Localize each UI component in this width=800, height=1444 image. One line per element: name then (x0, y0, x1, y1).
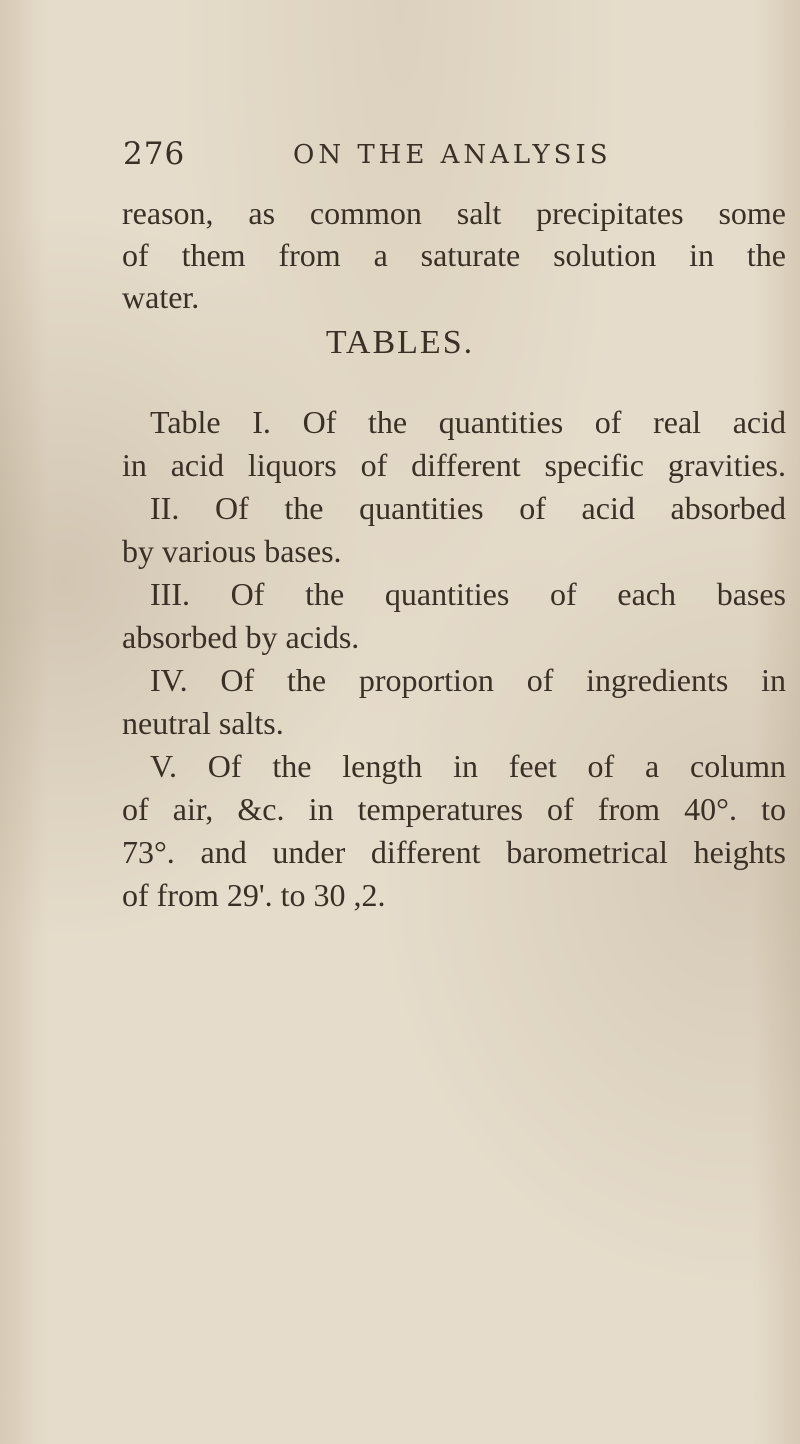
text-line: III. Of the quantities of each bases (150, 576, 786, 612)
tables-list (122, 401, 786, 917)
section-heading: TABLES. (325, 324, 475, 361)
text-line: neutral salts. (122, 705, 284, 741)
text-line: in acid liquors of different specific gravities. (122, 447, 786, 483)
text-line: V. Of the length in feet of a column (150, 748, 786, 784)
text-line: of air, &c. in temperatures of from 40°. to (122, 791, 786, 827)
text-line: 73°. and under different barometrical heights (122, 834, 786, 870)
table-entry-1 (122, 401, 786, 487)
text-line: of them from a saturate solution in the (122, 237, 786, 273)
text-line: II. Of the quantities of acid absorbed (150, 490, 786, 526)
table-entry-3 (122, 573, 786, 659)
text-line: Table I. Of the quantities of real acid (150, 404, 786, 440)
text-line: reason, as common salt precipitates some (122, 195, 786, 231)
text-line: IV. Of the proportion of ingredients in (150, 662, 786, 698)
text-line: by various bases. (122, 533, 342, 569)
text-line: absorbed by acids. (122, 619, 360, 655)
continuation-paragraph (122, 192, 786, 318)
table-entry-2 (122, 487, 786, 573)
table-entry-4 (122, 659, 786, 745)
running-head: ON THE ANALYSIS (293, 140, 612, 170)
page-number: 276 (123, 136, 186, 172)
table-entry-5 (122, 745, 786, 917)
text-line: water. (122, 279, 200, 315)
page-header (123, 136, 723, 176)
text-line: of from 29'. to 30 ,2. (122, 877, 386, 913)
